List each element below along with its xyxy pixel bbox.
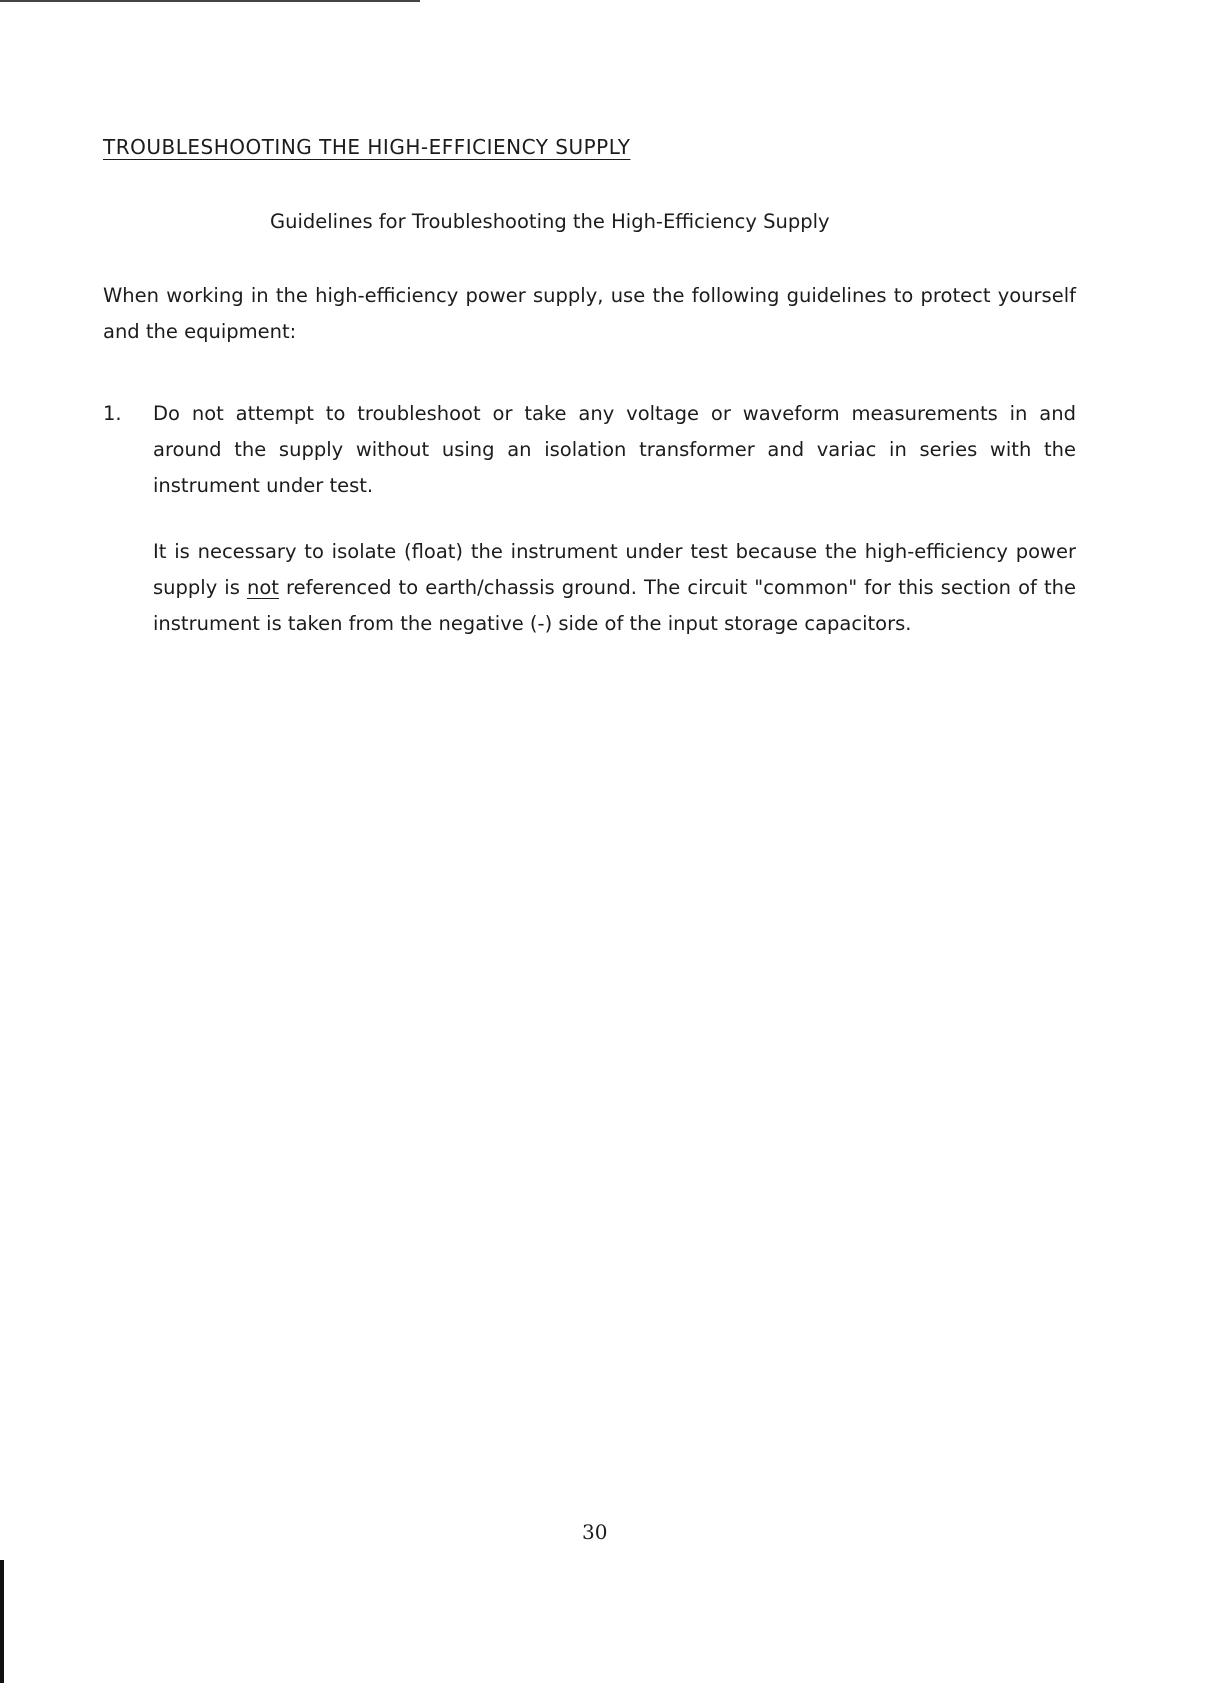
page-number: 30 xyxy=(582,1520,608,1544)
note-text-before: It is necessary to isolate (float) the instrument under test because the high-efficiency power supply is xyxy=(153,540,1076,599)
guidelines-subheading: Guidelines for Troubleshooting the High-Efficiency Supply xyxy=(270,210,830,233)
list-item-text: Do not attempt to troubleshoot or take any voltage or waveform measurements in and around the supply without using an isolation transformer and variac in series with the instrument under test. xyxy=(153,402,1076,497)
intro-paragraph: When working in the high-efficiency power supply, use the following guidelines to protect yourself and the equipment: xyxy=(103,284,1076,343)
isolation-note-paragraph xyxy=(153,534,1076,642)
note-emphasis-not: not xyxy=(246,576,279,599)
scan-left-edge xyxy=(0,1560,4,1683)
list-item-number: 1. xyxy=(103,402,122,425)
note-text-after: referenced to earth/chassis ground. The circuit "common" for this section of the instrument is taken from the negative (-) side of the input storage capacitors. xyxy=(153,576,1076,635)
scan-top-rule xyxy=(0,0,420,2)
section-heading: TROUBLESHOOTING THE HIGH-EFFICIENCY SUPPLY xyxy=(103,135,631,159)
